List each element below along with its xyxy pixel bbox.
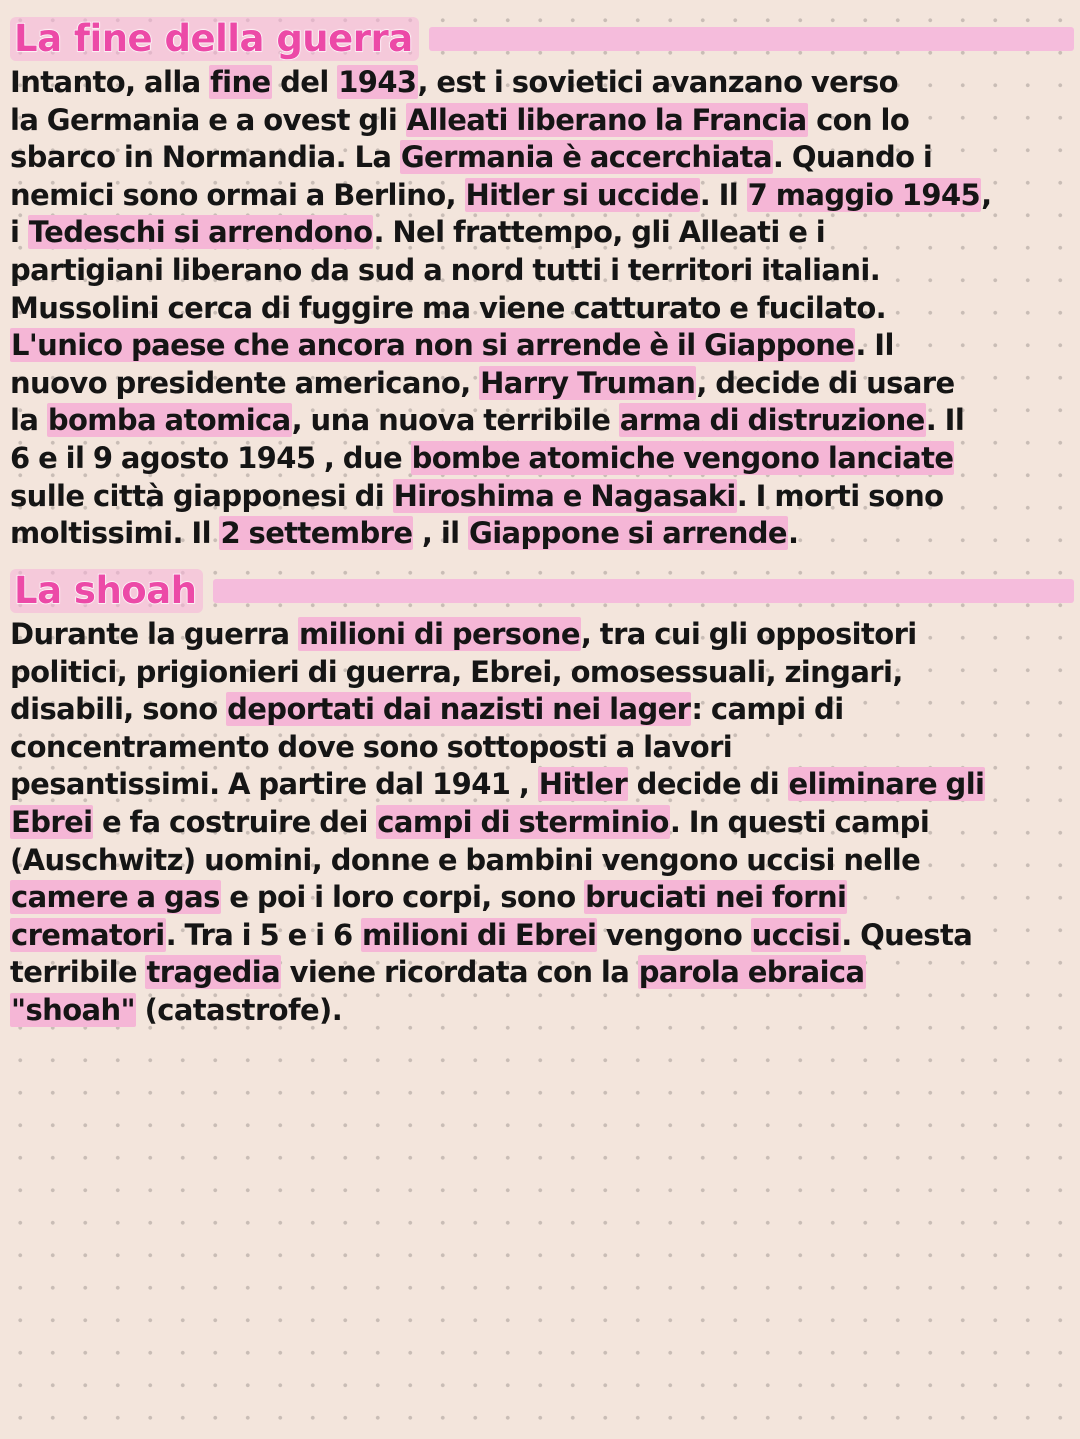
body-text: Durante la guerra	[10, 617, 299, 651]
body-text: la	[10, 403, 47, 438]
section-title: La fine della guerra	[10, 17, 419, 61]
text-line	[10, 290, 1074, 328]
body-text: . Il	[699, 177, 747, 212]
body-text: nuovo presidente americano,	[10, 365, 480, 400]
highlighted-text: fine	[210, 65, 271, 99]
text-line	[10, 214, 1074, 252]
highlighted-text: L'unico paese che ancora non si arrende è il Giappone	[11, 328, 855, 363]
text-line	[10, 252, 1074, 290]
highlighted-text: eliminare gli	[788, 767, 985, 802]
body-text: del	[271, 65, 338, 99]
body-text: Mussolini cerca di fuggire ma viene catturato e fucilato.	[10, 290, 887, 325]
body-text: . Quando i	[772, 140, 933, 175]
highlighted-text: campi di sterminio	[377, 804, 669, 839]
body-text: . I morti sono	[736, 478, 944, 513]
body-text: Intanto, alla	[10, 65, 210, 99]
section-shoah	[10, 568, 1074, 1030]
body-text: . Il	[855, 328, 894, 363]
body-text: pesantissimi. A partire dal 1941 ,	[10, 767, 538, 802]
body-text: e fa costruire dei	[93, 804, 377, 839]
body-text: : campi di	[691, 692, 844, 727]
body-text: moltissimi. Il	[10, 516, 220, 551]
highlighted-text: Germania è accerchiata	[400, 140, 772, 175]
highlighted-text: 7 maggio 1945	[747, 177, 981, 212]
body-text: terribile	[10, 955, 146, 990]
highlighted-text: Giappone si arrende	[469, 516, 787, 551]
body-text: la Germania e a ovest gli	[10, 102, 406, 137]
body-text: partigiani liberano da sud a nord tutti i territori italiani.	[10, 252, 881, 287]
text-line	[10, 440, 1074, 478]
body-text: concentramento dove sono sottoposti a lavori	[10, 729, 733, 764]
section-header	[10, 16, 1074, 62]
highlighted-text: tragedia	[146, 955, 281, 990]
text-line	[10, 879, 1074, 917]
body-text: , est i sovietici avanzano verso	[417, 65, 898, 99]
highlighted-text: deportati dai nazisti nei lager	[227, 692, 691, 727]
body-text: (Auschwitz) uomini, donne e bambini vengono uccisi nelle	[10, 842, 921, 877]
body-text: .	[787, 516, 799, 551]
body-text: . In questi campi	[669, 804, 930, 839]
body-text: . Tra i 5 e i 6	[165, 917, 362, 952]
highlighted-text: Hitler	[538, 767, 628, 802]
highlighted-text: milioni di persone	[299, 617, 580, 651]
highlighted-text: Hitler si uccide	[465, 177, 699, 212]
highlighted-text: camere a gas	[11, 880, 220, 915]
body-text: , una nuova terribile	[291, 403, 619, 438]
body-text: nemici sono ormai a Berlino,	[10, 177, 465, 212]
highlighted-text: arma di distruzione	[619, 403, 925, 438]
text-line	[10, 365, 1074, 403]
highlighted-text: 2 settembre	[220, 516, 413, 551]
body-text: politici, prigionieri di guerra, Ebrei, omosessuali, zingari,	[10, 654, 903, 689]
text-line	[10, 327, 1074, 365]
body-text: disabili, sono	[10, 692, 227, 727]
highlighted-text: Alleati liberano la Francia	[406, 102, 807, 137]
highlighted-text: bombe atomiche vengono lanciate	[411, 440, 954, 475]
body-text: , il	[413, 516, 468, 551]
highlighted-text: milioni di Ebrei	[362, 917, 597, 952]
text-line	[10, 766, 1074, 804]
highlighted-text: bruciati nei forni	[585, 880, 847, 915]
highlighted-text: Ebrei	[11, 804, 93, 839]
title-underline-bar	[213, 579, 1074, 603]
body-text: . Nel frattempo, gli Alleati e i	[373, 215, 826, 250]
highlighted-text: Harry Truman	[480, 365, 696, 400]
text-line	[10, 515, 1074, 553]
body-text: , decide di usare	[696, 365, 955, 400]
text-line	[10, 842, 1074, 880]
text-line	[10, 954, 1074, 992]
text-line	[10, 139, 1074, 177]
body-text: con lo	[807, 102, 910, 137]
highlighted-text: "shoah"	[11, 992, 136, 1027]
text-line	[10, 654, 1074, 692]
highlighted-text: uccisi	[751, 917, 841, 952]
body-text: vengono	[597, 917, 751, 952]
body-text: sbarco in Normandia. La	[10, 140, 400, 175]
highlighted-text: Hiroshima e Nagasaki	[393, 478, 736, 513]
text-line	[10, 64, 1074, 102]
text-line	[10, 177, 1074, 215]
highlighted-text: Tedeschi si arrendono	[28, 215, 373, 250]
body-text: ,	[981, 177, 992, 212]
body-text: (catastrofe).	[136, 992, 343, 1027]
body-text: i	[10, 215, 28, 250]
text-line	[10, 478, 1074, 516]
highlighted-text: parola ebraica	[638, 955, 865, 990]
body-text: . Il	[925, 403, 965, 438]
section-title: La shoah	[10, 569, 203, 613]
text-line	[10, 402, 1074, 440]
highlighted-text: 1943	[338, 65, 417, 99]
section-paragraph	[10, 64, 1074, 553]
body-text: , tra cui gli oppositori	[580, 617, 917, 651]
body-text: e poi i loro corpi, sono	[220, 880, 585, 915]
section-fine-guerra	[10, 16, 1074, 553]
text-line	[10, 729, 1074, 767]
text-line	[10, 804, 1074, 842]
text-line	[10, 992, 1074, 1030]
highlighted-text: bomba atomica	[47, 403, 291, 438]
section-paragraph	[10, 616, 1074, 1030]
body-text: viene ricordata con la	[281, 955, 638, 990]
body-text: 6 e il 9 agosto 1945 , due	[10, 440, 411, 475]
body-text: . Questa	[841, 917, 973, 952]
text-line	[10, 917, 1074, 955]
text-line	[10, 691, 1074, 729]
text-line	[10, 102, 1074, 140]
highlighted-text: crematori	[11, 917, 165, 952]
section-header	[10, 568, 1074, 614]
text-line	[10, 616, 1074, 654]
title-underline-bar	[429, 27, 1074, 51]
body-text: sulle città giapponesi di	[10, 478, 393, 513]
body-text: decide di	[628, 767, 788, 802]
